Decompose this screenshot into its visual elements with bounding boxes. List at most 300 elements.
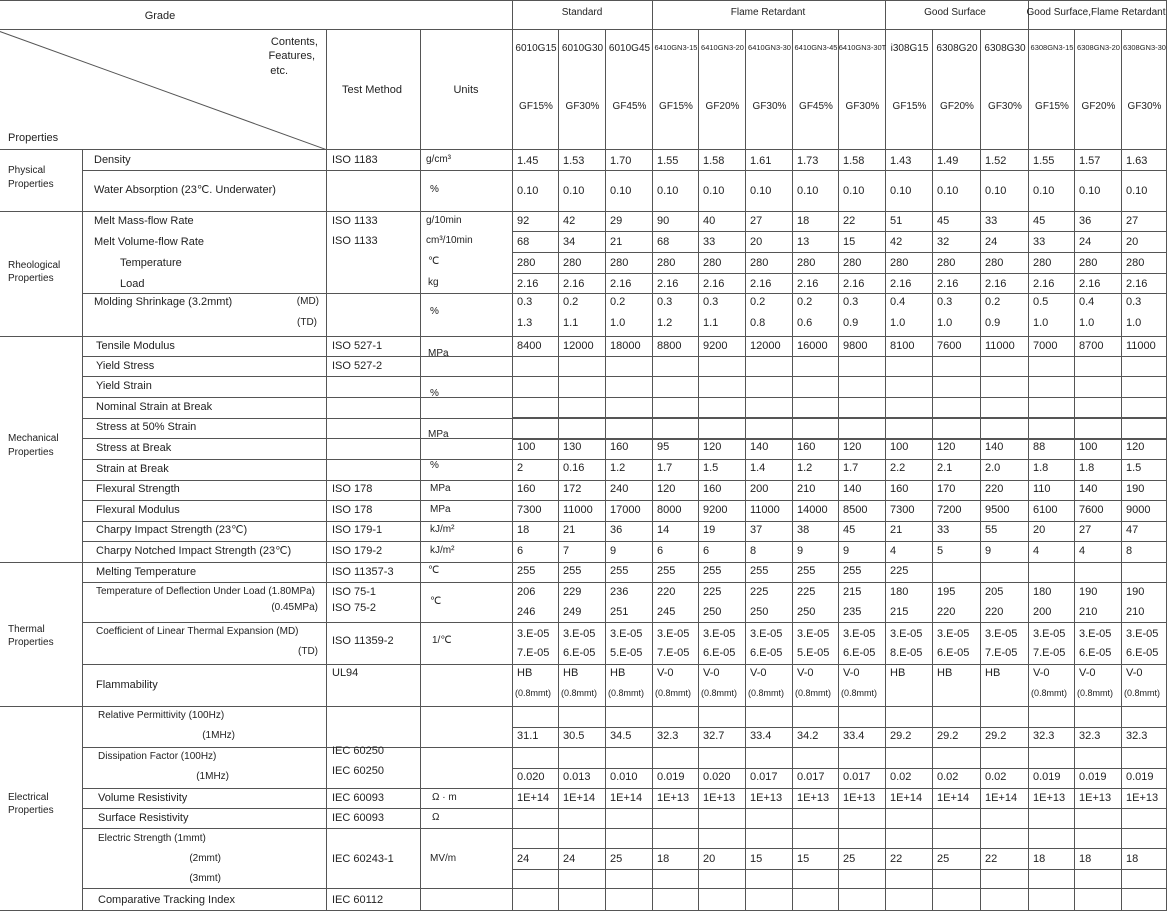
unit-label: MPa (430, 483, 451, 494)
grade-name: 6010G15 (515, 43, 557, 54)
data-cell: 1E+13 (1126, 792, 1159, 804)
data-cell: 0.2 (985, 296, 1001, 308)
data-cell: 140 (843, 483, 862, 495)
data-cell: 5 (937, 545, 944, 557)
data-cell: 220 (985, 483, 1004, 495)
data-cell: 280 (1079, 257, 1098, 269)
grid-line-vertical (1166, 0, 1167, 911)
data-cell: 1.55 (657, 155, 679, 167)
category-label: Properties (8, 805, 54, 816)
data-cell: 160 (517, 483, 536, 495)
data-cell: 29 (610, 215, 623, 227)
data-cell: 8000 (657, 504, 682, 516)
test-method: UL94 (332, 667, 359, 679)
grid-line-horizontal (82, 788, 1166, 789)
property-label: (1MHz) (196, 771, 229, 782)
test-method: ISO 527-1 (332, 340, 383, 352)
data-cell: 245 (657, 606, 676, 618)
data-cell: 172 (563, 483, 582, 495)
data-cell: 1.0 (1079, 317, 1095, 329)
data-cell: 21 (610, 236, 623, 248)
grid-line-vertical (82, 149, 83, 911)
grade-group-header: Good Surface,Flame Retardant (1026, 7, 1166, 18)
data-cell: (0.8mmt) (561, 688, 597, 698)
data-cell: 20 (1033, 524, 1046, 536)
data-cell: 38 (797, 524, 810, 536)
grid-line-horizontal (0, 211, 1166, 212)
data-cell: 0.02 (890, 771, 912, 783)
units-header: Units (453, 84, 479, 96)
data-cell: 37 (750, 524, 763, 536)
data-cell: 13 (797, 236, 810, 248)
data-cell: 1.3 (517, 317, 533, 329)
grid-line-horizontal (82, 459, 1166, 460)
glass-fiber-content: GF30% (565, 101, 600, 112)
data-cell: 32.3 (657, 730, 679, 742)
data-cell: 1E+13 (1033, 792, 1066, 804)
data-cell: 24 (1079, 236, 1092, 248)
data-cell: 0.02 (985, 771, 1007, 783)
data-cell: 255 (563, 565, 582, 577)
grid-line-horizontal (82, 356, 1166, 357)
data-cell: 34.2 (797, 730, 819, 742)
data-cell: 0.013 (563, 771, 591, 783)
data-cell: 120 (657, 483, 676, 495)
property-label: (MD) (296, 296, 319, 307)
data-cell: 1E+14 (890, 792, 923, 804)
data-cell: 110 (1033, 483, 1051, 495)
data-cell: 3.E-05 (1079, 628, 1112, 640)
data-cell: 0.16 (563, 462, 585, 474)
data-cell: 100 (890, 441, 909, 453)
unit-label: ℃ (428, 256, 440, 267)
data-cell: 90 (657, 215, 670, 227)
data-cell: 205 (985, 586, 1004, 598)
data-cell: 180 (890, 586, 909, 598)
data-cell: 18 (1079, 853, 1092, 865)
unit-label: % (430, 306, 439, 317)
grid-line-vertical (932, 29, 933, 911)
data-cell: 6.E-05 (1126, 647, 1159, 659)
data-cell: 0.10 (517, 185, 539, 197)
data-cell: 68 (657, 236, 670, 248)
unit-label: Ω (432, 812, 440, 823)
glass-fiber-content: GF15% (659, 101, 693, 112)
property-label: Temperature (120, 257, 182, 269)
data-cell: (0.8mmt) (1077, 688, 1113, 698)
data-cell: 160 (610, 441, 629, 453)
data-cell: HB (937, 667, 953, 679)
test-method: IEC 60243-1 (332, 853, 394, 865)
grid-line-horizontal (82, 170, 1166, 171)
data-cell: 1E+14 (985, 792, 1018, 804)
data-cell: 3.E-05 (797, 628, 830, 640)
data-cell: 29.2 (985, 730, 1007, 742)
data-cell: 30.5 (563, 730, 585, 742)
grid-line-horizontal (82, 480, 1166, 481)
data-cell: 180 (1033, 586, 1052, 598)
data-cell: 1.0 (937, 317, 953, 329)
data-cell: 0.2 (610, 296, 626, 308)
grid-line-horizontal (82, 500, 1166, 501)
grid-line-vertical (420, 29, 421, 911)
grade-name: 6308GN3-30 (1123, 43, 1166, 52)
data-cell: 255 (750, 565, 769, 577)
data-cell: 1E+14 (937, 792, 970, 804)
unit-label: 1/℃ (432, 635, 452, 646)
data-cell: 32.3 (1079, 730, 1101, 742)
data-cell: 1E+13 (843, 792, 876, 804)
grid-line-horizontal (82, 747, 1166, 748)
unit-label: kJ/m² (430, 545, 455, 556)
data-cell: 21 (890, 524, 903, 536)
grade-name: 6410GN3-30T (838, 43, 887, 52)
unit-label: g/cm³ (426, 154, 451, 165)
data-cell: 45 (1033, 215, 1046, 227)
data-cell: 0.3 (1126, 296, 1142, 308)
data-cell: 25 (610, 853, 623, 865)
grade-group-header: Flame Retardant (730, 7, 806, 18)
data-cell: 1.7 (657, 462, 673, 474)
data-cell: 255 (517, 565, 536, 577)
data-cell: 0.017 (797, 771, 825, 783)
data-cell: 220 (937, 606, 956, 618)
data-cell: 6.E-05 (750, 647, 783, 659)
data-cell: 2.0 (985, 462, 1001, 474)
property-label: Water Absorption (23℃. Underwater) (94, 184, 276, 196)
data-cell: 34 (563, 236, 576, 248)
data-cell: 32 (937, 236, 950, 248)
grid-line-horizontal (512, 768, 1166, 769)
data-cell: 1E+13 (703, 792, 736, 804)
data-cell: 280 (517, 257, 536, 269)
data-cell: 280 (985, 257, 1004, 269)
data-cell: 7600 (937, 340, 962, 352)
data-cell: 20 (703, 853, 716, 865)
data-cell: 22 (890, 853, 903, 865)
grid-line-vertical (980, 29, 981, 911)
data-cell: 42 (563, 215, 576, 227)
data-cell: 100 (1079, 441, 1098, 453)
data-cell: 9200 (703, 340, 728, 352)
data-cell: 9200 (703, 504, 728, 516)
data-cell: 280 (890, 257, 909, 269)
data-cell: 2.16 (610, 278, 632, 290)
data-cell: (0.8mmt) (1031, 688, 1067, 698)
data-cell: 6 (703, 545, 710, 557)
grade-name: 6308G20 (936, 43, 978, 54)
data-cell: 2.2 (890, 462, 906, 474)
data-cell: 3.E-05 (937, 628, 970, 640)
data-cell: 9500 (985, 504, 1010, 516)
data-cell: 0.10 (797, 185, 819, 197)
data-cell: 250 (750, 606, 769, 618)
data-cell: 4 (1079, 545, 1086, 557)
grid-line-horizontal (82, 521, 1166, 522)
grid-line-horizontal (512, 252, 1166, 253)
data-cell: 0.10 (985, 185, 1007, 197)
test-method: ISO 178 (332, 504, 373, 516)
data-cell: 0.10 (563, 185, 585, 197)
grid-line-horizontal (82, 808, 1166, 809)
data-cell: 190 (1079, 586, 1098, 598)
data-cell: 280 (703, 257, 722, 269)
property-label: Melt Mass-flow Rate (94, 215, 194, 227)
glass-fiber-content: GF30% (845, 101, 880, 112)
data-cell: 250 (797, 606, 816, 618)
data-cell: 36 (1079, 215, 1092, 227)
data-cell: (0.8mmt) (1124, 688, 1160, 698)
property-label: (2mmt) (189, 853, 221, 864)
data-cell: 0.019 (1033, 771, 1061, 783)
data-cell: 33.4 (750, 730, 772, 742)
property-label: Strain at Break (96, 463, 169, 475)
data-cell: 190 (1126, 483, 1145, 495)
test-method: ISO 178 (332, 483, 373, 495)
data-cell: 33 (703, 236, 716, 248)
data-cell: HB (610, 667, 626, 679)
data-cell: 45 (937, 215, 950, 227)
data-cell: 18 (797, 215, 810, 227)
data-cell: 225 (703, 586, 722, 598)
data-cell: 240 (610, 483, 629, 495)
property-label: Volume Resistivity (98, 792, 188, 804)
data-cell: 280 (797, 257, 816, 269)
data-cell: 280 (750, 257, 769, 269)
grid-line-vertical (605, 29, 606, 911)
data-cell: 0.10 (890, 185, 912, 197)
grade-name: 6010G30 (561, 43, 604, 54)
grade-name: 6410GN3-20 (701, 43, 744, 52)
data-cell: 0.3 (657, 296, 673, 308)
data-cell: 280 (1033, 257, 1052, 269)
data-cell: 2.16 (985, 278, 1007, 290)
grid-line-vertical (558, 29, 559, 911)
grade-name: i308G15 (890, 43, 929, 54)
data-cell: 140 (750, 441, 769, 453)
data-cell: 229 (563, 586, 582, 598)
category-label: Properties (8, 179, 54, 190)
data-cell: 36 (610, 524, 623, 536)
data-cell: 19 (703, 524, 716, 536)
data-cell: 8800 (657, 340, 682, 352)
property-label: Charpy Impact Strength (23℃) (96, 524, 248, 536)
data-cell: 3.E-05 (985, 628, 1018, 640)
data-cell: 2.16 (517, 278, 539, 290)
data-cell: 0.9 (843, 317, 859, 329)
data-cell: 0.4 (890, 296, 906, 308)
data-cell: 1.2 (657, 317, 673, 329)
test-method: ISO 1133 (332, 215, 378, 227)
data-cell: 0.10 (610, 185, 632, 197)
data-cell: 120 (843, 441, 862, 453)
data-cell: (0.8mmt) (655, 688, 691, 698)
data-cell: 9 (843, 545, 850, 557)
data-cell: 1.57 (1079, 155, 1101, 167)
property-label: Load (120, 278, 145, 290)
data-cell: 255 (610, 565, 629, 577)
data-cell: 3.E-05 (843, 628, 876, 640)
test-method: ISO 75-2 (332, 602, 377, 614)
data-cell: 15 (843, 236, 856, 248)
test-method: IEC 60093 (332, 812, 384, 824)
unit-label: MPa (428, 348, 449, 359)
data-cell: 12000 (750, 340, 781, 352)
data-cell: V-0 (1079, 667, 1096, 679)
data-cell: 280 (610, 257, 629, 269)
data-cell: 120 (937, 441, 956, 453)
data-cell: 11000 (750, 504, 780, 516)
data-cell: 18000 (610, 340, 641, 352)
data-cell: 5.E-05 (610, 647, 643, 659)
unit-label: cm³/10min (426, 235, 473, 246)
grid-line-horizontal (0, 706, 1166, 707)
glass-fiber-content: GF30% (988, 101, 1022, 112)
data-cell: 9 (610, 545, 617, 557)
data-cell: 18 (1033, 853, 1046, 865)
grade-name: 6410GN3-30 (748, 43, 791, 52)
data-cell: 1.58 (703, 155, 725, 167)
grid-line-vertical (512, 0, 513, 911)
grid-line-horizontal (512, 273, 1166, 274)
data-cell: 1.0 (1033, 317, 1049, 329)
data-cell: 210 (797, 483, 816, 495)
data-cell: 92 (517, 215, 530, 227)
data-cell: 8 (750, 545, 757, 557)
data-cell: 1E+13 (1079, 792, 1112, 804)
data-cell: 1.63 (1126, 155, 1148, 167)
data-cell: 3.E-05 (563, 628, 596, 640)
data-cell: 0.019 (657, 771, 685, 783)
data-cell: 1.0 (610, 317, 626, 329)
data-cell: 68 (517, 236, 530, 248)
glass-fiber-content: GF20% (705, 101, 740, 112)
data-cell: 130 (563, 441, 582, 453)
glass-fiber-content: GF20% (940, 101, 974, 112)
test-method: ISO 179-2 (332, 545, 383, 557)
data-cell: 0.3 (703, 296, 719, 308)
data-cell: 9 (797, 545, 804, 557)
data-cell: 9000 (1126, 504, 1151, 516)
data-cell: 255 (657, 565, 676, 577)
data-cell: 2.16 (890, 278, 912, 290)
data-cell: 27 (1126, 215, 1139, 227)
data-cell: 255 (797, 565, 816, 577)
data-cell: 0.10 (1126, 185, 1148, 197)
data-cell: 1.58 (843, 155, 865, 167)
data-cell: 140 (1079, 483, 1098, 495)
data-cell: 0.3 (843, 296, 859, 308)
data-cell: 2.16 (1033, 278, 1055, 290)
data-cell: 8700 (1079, 340, 1104, 352)
grid-line-horizontal (512, 417, 1166, 418)
grid-line-horizontal (512, 869, 1166, 870)
data-cell: 1.53 (563, 155, 585, 167)
glass-fiber-content: GF45% (612, 101, 647, 112)
unit-label: MPa (430, 504, 451, 515)
unit-label: ℃ (428, 565, 440, 576)
data-cell: 18 (1126, 853, 1139, 865)
data-cell: 7000 (1033, 340, 1058, 352)
data-cell: 8.E-05 (890, 647, 923, 659)
data-cell: 7200 (937, 504, 962, 516)
test-method: ISO 1133 (332, 235, 378, 247)
unit-label: % (430, 460, 439, 471)
data-cell: 1.2 (797, 462, 813, 474)
data-cell: 9800 (843, 340, 868, 352)
property-label: Yield Strain (96, 380, 152, 392)
data-cell: 51 (890, 215, 903, 227)
data-cell: 1.70 (610, 155, 632, 167)
grade-name: 6308GN3-15 (1030, 43, 1074, 52)
data-cell: 6.E-05 (937, 647, 970, 659)
data-cell: HB (890, 667, 906, 679)
data-cell: 32.3 (1126, 730, 1148, 742)
grid-line-horizontal (82, 582, 1166, 583)
data-cell: 40 (703, 215, 716, 227)
data-cell: 0.02 (937, 771, 959, 783)
data-cell: 34.5 (610, 730, 632, 742)
data-cell: 251 (610, 606, 629, 618)
data-cell: 0.010 (610, 771, 638, 783)
data-cell: HB (985, 667, 1001, 679)
data-cell: 225 (890, 565, 909, 577)
data-cell: 0.10 (843, 185, 865, 197)
data-cell: 11000 (985, 340, 1015, 352)
data-cell: 0.10 (1033, 185, 1055, 197)
grade-name: 6410GN3-15 (654, 43, 698, 52)
data-cell: 1.8 (1033, 462, 1049, 474)
data-cell: 18 (517, 524, 530, 536)
data-cell: 0.019 (1126, 771, 1154, 783)
data-cell: 5.E-05 (797, 647, 830, 659)
data-cell: 1E+14 (563, 792, 596, 804)
data-cell: 2.16 (657, 278, 679, 290)
data-cell: 25 (843, 853, 856, 865)
data-cell: 8500 (843, 504, 868, 516)
test-method: IEC 60250 (332, 745, 384, 757)
contents-label: Contents, (270, 36, 318, 48)
data-cell: 3.E-05 (610, 628, 643, 640)
grid-line-vertical (745, 29, 746, 911)
data-cell: 14 (657, 524, 670, 536)
property-label: (3mmt) (189, 873, 221, 884)
data-cell: 280 (657, 257, 676, 269)
grid-line-vertical (838, 29, 839, 911)
data-cell: 1.1 (703, 317, 719, 329)
data-cell: 1.0 (1126, 317, 1142, 329)
property-label: Stress at Break (96, 442, 172, 454)
data-cell: 55 (985, 524, 998, 536)
data-cell: 1.1 (563, 317, 579, 329)
category-label: Mechanical (8, 433, 59, 444)
unit-label: MPa (428, 429, 449, 440)
data-cell: 225 (750, 586, 769, 598)
category-label: Properties (8, 447, 54, 458)
property-label: Coefficient of Linear Thermal Expansion (MD) (96, 626, 299, 637)
data-cell: 11000 (1126, 340, 1156, 352)
grid-line-horizontal (512, 848, 1166, 849)
property-label: Density (94, 154, 131, 166)
grid-line-vertical (326, 29, 327, 911)
grid-line-horizontal (512, 727, 1166, 728)
grid-line-horizontal (0, 562, 1166, 563)
glass-fiber-content: GF15% (519, 101, 553, 112)
data-cell: 33 (985, 215, 998, 227)
data-cell: 20 (1126, 236, 1139, 248)
data-cell: 0.10 (937, 185, 959, 197)
grid-line-vertical (652, 0, 653, 911)
